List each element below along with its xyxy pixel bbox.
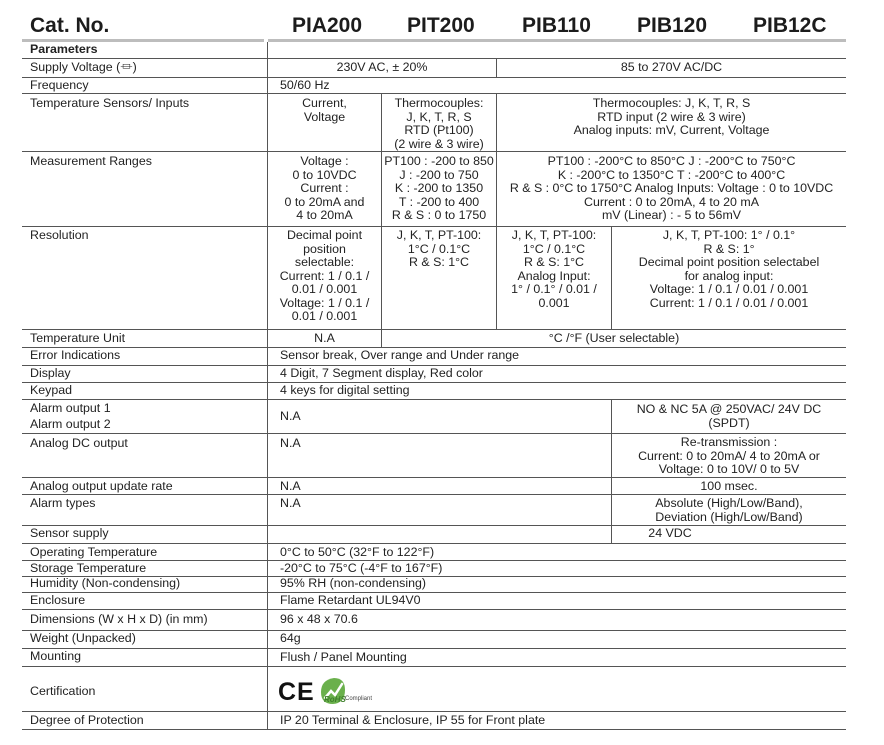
humidity-value: 95% RH (non-condensing) [280, 576, 427, 590]
sensors-label: Temperature Sensors/ Inputs [30, 96, 190, 110]
resolution-pia: Decimal point position selectable: Current: 1 / 0.1 / 0.01 / 0.001 Voltage: 1 / 0.1 / 0.01 / 0.001 [279, 228, 370, 323]
weight-value: 64g [280, 631, 301, 645]
model-pib120: PIB120 [637, 14, 708, 37]
model-pit200: PIT200 [407, 14, 475, 37]
ranges-pit: PT100 : -200 to 850 J : -200 to 750 K : -200 to 1350 T : -200 to 400 R & S : 0 to 1750 [384, 154, 494, 222]
alarm-types-label: Alarm types [30, 496, 96, 510]
error-value: Sensor break, Over range and Under range [280, 348, 520, 362]
parameters-heading: Parameters [30, 42, 98, 56]
alarm-output-2-label: Alarm output 2 [30, 417, 111, 431]
sensor-supply-label: Sensor supply [30, 526, 109, 540]
sensor-supply-pib12x: 24 VDC [648, 526, 692, 540]
ranges-label: Measurement Ranges [30, 154, 152, 168]
temp-unit-others: °C /°F (User selectable) [548, 331, 680, 345]
rohs-logo-icon: RoHS Compliant [318, 676, 380, 706]
op-temp-label: Operating Temperature [30, 545, 158, 559]
supply-voltage-label: Supply Voltage (⏛) [30, 60, 137, 74]
supply-voltage-pib: 85 to 270V AC/DC [620, 60, 723, 74]
keypad-label: Keypad [30, 383, 73, 397]
display-value: 4 Digit, 7 Segment display, Red color [280, 366, 483, 380]
alarm-output-pib12x: NO & NC 5A @ 250VAC/ 24V DC (SPDT) [636, 402, 822, 430]
keypad-value: 4 keys for digital setting [280, 383, 410, 397]
header-rule [268, 39, 846, 42]
weight-label: Weight (Unpacked) [30, 631, 136, 645]
sensors-pia: Current, Voltage [302, 96, 347, 124]
update-rate-na: N.A [280, 479, 301, 493]
certification-label: Certification [30, 684, 96, 698]
storage-temp-label: Storage Temperature [30, 561, 147, 575]
analog-dc-na: N.A [280, 436, 301, 450]
mounting-label: Mounting [30, 649, 81, 663]
alarm-types-na: N.A [280, 496, 301, 510]
op-temp-value: 0°C to 50°C (32°F to 122°F) [280, 545, 435, 559]
enclosure-value: Flame Retardant UL94V0 [280, 593, 421, 607]
display-label: Display [30, 366, 71, 380]
model-pia200: PIA200 [292, 14, 363, 37]
storage-temp-value: -20°C to 75°C (-4°F to 167°F) [280, 561, 443, 575]
alarm-output-na: N.A [280, 409, 301, 423]
sensors-pit: Thermocouples: J, K, T, R, S RTD (Pt100) (2 wire & 3 wire) [394, 96, 484, 151]
protection-label: Degree of Protection [30, 713, 144, 727]
alarm-types-pib12x: Absolute (High/Low/Band), Deviation (High/Low/Band) [655, 496, 803, 524]
enclosure-label: Enclosure [30, 593, 86, 607]
resolution-pib110: J, K, T, PT-100: 1°C / 0.1°C R & S: 1°C Analog Input: 1° / 0.1° / 0.01 / 0.001 [511, 228, 597, 310]
ce-mark-icon: CE [278, 678, 315, 706]
alarm-output-1-label: Alarm output 1 [30, 401, 111, 415]
supply-voltage-pia-pit: 230V AC, ± 20% [336, 60, 428, 74]
frequency-label: Frequency [30, 78, 89, 92]
temp-unit-pia: N.A [314, 331, 335, 345]
error-label: Error Indications [30, 348, 121, 362]
dimensions-label: Dimensions (W x H x D) (in mm) [30, 612, 208, 626]
analog-dc-label: Analog DC output [30, 436, 128, 450]
mounting-value: Flush / Panel Mounting [280, 650, 407, 664]
resolution-pib12x: J, K, T, PT-100: 1° / 0.1° R & S: 1° Decimal point position selectabel for analog input: Voltage: 1 / 0.1 / 0.01 / 0.001 Current: 1 / 0.1 / 0.01 / 0.001 [638, 228, 820, 310]
ranges-pia: Voltage : 0 to 10VDC Current : 0 to 20mA and 4 to 20mA [284, 154, 365, 222]
sensors-pib: Thermocouples: J, K, T, R, S RTD input (2 wire & 3 wire) Analog inputs: mV, Current, Voltage [573, 96, 770, 137]
ranges-pib: PT100 : -200°C to 850°C J : -200°C to 750°C K : -200°C to 1350°C T : -200°C to 400°C R & S : 0°C to 1750°C Analog Inputs: Voltage : 0 to 10VDC Current : 0 to 20mA, 4 to 20 mA mV (Linear) : - 5 to 56mV [509, 154, 834, 222]
analog-dc-pib12x: Re-transmission : Current: 0 to 20mA/ 4 to 20mA or Voltage: 0 to 10V/ 0 to 5V [638, 435, 820, 476]
model-pib12c: PIB12C [753, 14, 827, 37]
humidity-label: Humidity (Non-condensing) [30, 576, 181, 590]
resolution-pit: J, K, T, PT-100: 1°C / 0.1°C R & S: 1°C [396, 228, 482, 269]
update-rate-pib12x: 100 msec. [700, 479, 758, 493]
cat-no-heading: Cat. No. [30, 14, 110, 37]
resolution-label: Resolution [30, 228, 89, 242]
update-rate-label: Analog output update rate [30, 479, 173, 493]
model-pib110: PIB110 [522, 14, 591, 37]
protection-value: IP 20 Terminal & Enclosure, IP 55 for Front plate [280, 713, 546, 727]
temp-unit-label: Temperature Unit [30, 331, 126, 345]
dimensions-value: 96 x 48 x 70.6 [280, 612, 358, 626]
frequency-value: 50/60 Hz [280, 78, 330, 92]
